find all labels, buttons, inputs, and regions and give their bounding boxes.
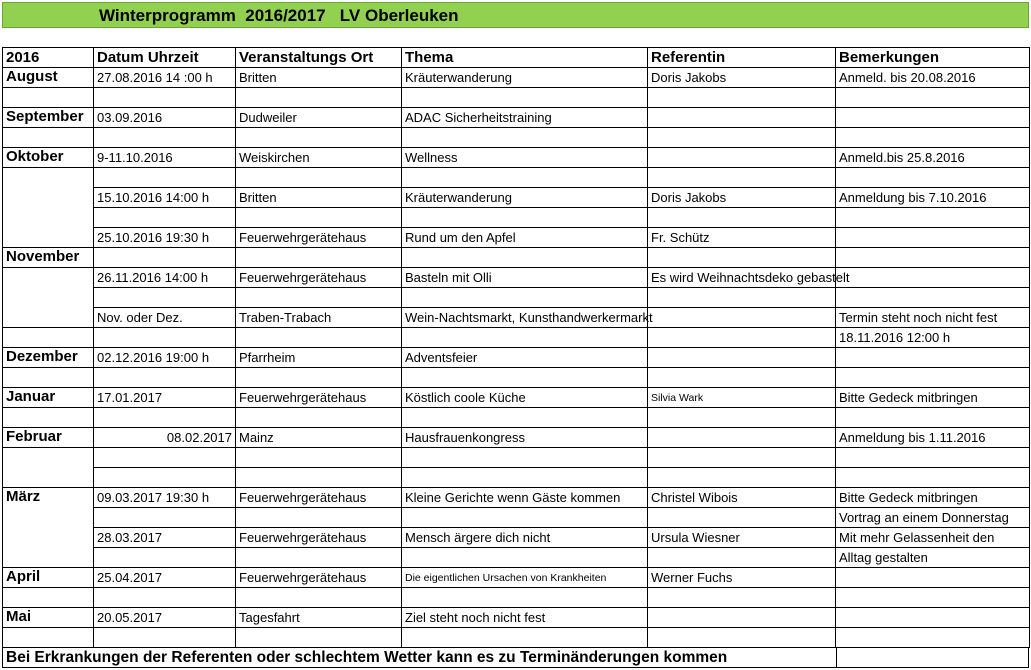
- header-year: 2016: [3, 48, 94, 68]
- table-row: [3, 428, 1030, 448]
- event-date: 9-11.10.2016: [94, 148, 236, 168]
- event-place: Feuerwehrgerätehaus: [236, 228, 402, 248]
- event-speaker: Ursula Wiesner: [648, 528, 836, 548]
- month-maerz: März: [3, 488, 94, 508]
- event-speaker: Christel Wibois: [648, 488, 836, 508]
- table-row: [3, 228, 1030, 248]
- event-speaker: Fr. Schütz: [648, 228, 836, 248]
- event-note: [836, 568, 1030, 588]
- header-speaker: Referentin: [648, 48, 836, 68]
- table-row: [3, 68, 1030, 88]
- event-place: Feuerwehrgerätehaus: [236, 528, 402, 548]
- event-topic: Köstlich coole Küche: [402, 388, 648, 408]
- event-place: Feuerwehrgerätehaus: [236, 268, 402, 288]
- table-row: [3, 588, 1030, 608]
- event-place: Mainz: [236, 428, 402, 448]
- event-speaker: [648, 608, 836, 628]
- table-row: [3, 288, 1030, 308]
- event-place: Feuerwehrgerätehaus: [236, 568, 402, 588]
- event-date: 09.03.2017 19:30 h: [94, 488, 236, 508]
- event-note: Termin steht noch nicht fest: [836, 308, 1030, 328]
- header-row: [3, 48, 1030, 68]
- event-speaker: Werner Fuchs: [648, 568, 836, 588]
- table-row: [3, 388, 1030, 408]
- event-place: Feuerwehrgerätehaus: [236, 488, 402, 508]
- event-note: [836, 268, 1030, 288]
- event-note: [836, 608, 1030, 628]
- table-row: [3, 248, 1030, 268]
- table-row: [3, 348, 1030, 368]
- event-note: Anmeld. bis 20.08.2016: [836, 68, 1030, 88]
- event-note-extra: 18.11.2016 12:00 h: [836, 328, 1030, 348]
- table-row: [3, 128, 1030, 148]
- event-place: Britten: [236, 188, 402, 208]
- table-row: [3, 448, 1030, 468]
- schedule-table: [2, 47, 1030, 648]
- event-place: Tagesfahrt: [236, 608, 402, 628]
- event-speaker: [648, 348, 836, 368]
- month-april: April: [3, 568, 94, 588]
- event-topic: Die eigentlichen Ursachen von Krankheiten: [402, 568, 648, 588]
- event-date: 27.08.2016 14 :00 h: [94, 68, 236, 88]
- event-date: 26.11.2016 14:00 h: [94, 268, 236, 288]
- event-note-extra: Vortrag an einem Donnerstag: [836, 508, 1030, 528]
- event-date: 03.09.2016: [94, 108, 236, 128]
- table-row: [3, 548, 1030, 568]
- table-row: [3, 308, 1030, 328]
- table-row: [3, 488, 1030, 508]
- event-topic: ADAC Sicherheitstraining: [402, 108, 648, 128]
- event-topic: Hausfrauenkongress: [402, 428, 648, 448]
- event-note: Mit mehr Gelassenheit den: [836, 528, 1030, 548]
- event-topic: Wein-Nachtsmarkt, Kunsthandwerkermarkt: [402, 308, 648, 328]
- event-topic: Ziel steht noch nicht fest: [402, 608, 648, 628]
- event-note: [836, 228, 1030, 248]
- event-date: 08.02.2017: [94, 428, 236, 448]
- table-row: [3, 368, 1030, 388]
- header-topic: Thema: [402, 48, 648, 68]
- event-note: [836, 348, 1030, 368]
- month-februar: Februar: [3, 428, 94, 448]
- header-notes: Bemerkungen: [836, 48, 1030, 68]
- event-place: Britten: [236, 68, 402, 88]
- event-place: Dudweiler: [236, 108, 402, 128]
- event-topic: Rund um den Apfel: [402, 228, 648, 248]
- month-oktober: Oktober: [3, 148, 94, 168]
- event-speaker: [648, 428, 836, 448]
- table-row: [3, 328, 1030, 348]
- event-topic: Wellness: [402, 148, 648, 168]
- table-row: [3, 208, 1030, 228]
- table-row: [3, 508, 1030, 528]
- table-row: [3, 168, 1030, 188]
- footer-notice: [2, 647, 1029, 668]
- event-date: 15.10.2016 14:00 h: [94, 188, 236, 208]
- event-speaker: Silvia Wark: [648, 388, 836, 408]
- event-place: Feuerwehrgerätehaus: [236, 388, 402, 408]
- event-speaker: Doris Jakobs: [648, 188, 836, 208]
- table-row: [3, 528, 1030, 548]
- event-place: Pfarrheim: [236, 348, 402, 368]
- event-note: Bitte Gedeck mitbringen: [836, 388, 1030, 408]
- table-row: [3, 268, 1030, 288]
- footer-divider: [836, 648, 837, 667]
- event-topic: Adventsfeier: [402, 348, 648, 368]
- event-note: Anmeldung bis 7.10.2016: [836, 188, 1030, 208]
- event-topic: Kräuterwanderung: [402, 188, 648, 208]
- event-speaker: [648, 308, 836, 328]
- month-mai: Mai: [3, 608, 94, 628]
- event-speaker: Es wird Weihnachtsdeko gebastelt: [648, 268, 836, 288]
- table-row: [3, 468, 1030, 488]
- event-topic: Basteln mit Olli: [402, 268, 648, 288]
- month-dezember: Dezember: [3, 348, 94, 368]
- event-date: 28.03.2017: [94, 528, 236, 548]
- event-note: [836, 108, 1030, 128]
- table-row: [3, 408, 1030, 428]
- event-topic: Mensch ärgere dich nicht: [402, 528, 648, 548]
- event-date: 25.10.2016 19:30 h: [94, 228, 236, 248]
- event-note-extra: Alltag gestalten: [836, 548, 1030, 568]
- page-title: Winterprogramm 2016/2017 LV Oberleuken: [99, 6, 459, 25]
- event-place: Weiskirchen: [236, 148, 402, 168]
- title-bar: [2, 2, 1029, 28]
- table-row: [3, 188, 1030, 208]
- event-note: Anmeld.bis 25.8.2016: [836, 148, 1030, 168]
- month-november: November: [3, 248, 94, 268]
- table-row: [3, 88, 1030, 108]
- table-row: [3, 628, 1030, 648]
- header-date: Datum Uhrzeit: [94, 48, 236, 68]
- table-row: [3, 568, 1030, 588]
- month-august: August: [3, 68, 94, 88]
- event-topic: Kleine Gerichte wenn Gäste kommen: [402, 488, 648, 508]
- table-row: [3, 148, 1030, 168]
- event-date: 25.04.2017: [94, 568, 236, 588]
- table-row: [3, 608, 1030, 628]
- event-date: 20.05.2017: [94, 608, 236, 628]
- event-speaker: [648, 108, 836, 128]
- event-note: Anmeldung bis 1.11.2016: [836, 428, 1030, 448]
- event-place: Traben-Trabach: [236, 308, 402, 328]
- month-januar: Januar: [3, 388, 94, 408]
- event-date: Nov. oder Dez.: [94, 308, 236, 328]
- event-topic: Kräuterwanderung: [402, 68, 648, 88]
- header-place: Veranstaltungs Ort: [236, 48, 402, 68]
- footer-text: Bei Erkrankungen der Referenten oder schlechtem Wetter kann es zu Terminänderungen kommen: [6, 649, 728, 666]
- event-speaker: Doris Jakobs: [648, 68, 836, 88]
- month-september: September: [3, 108, 94, 128]
- event-date: 17.01.2017: [94, 388, 236, 408]
- event-speaker: [648, 148, 836, 168]
- table-row: [3, 108, 1030, 128]
- event-note: Bitte Gedeck mitbringen: [836, 488, 1030, 508]
- event-date: 02.12.2016 19:00 h: [94, 348, 236, 368]
